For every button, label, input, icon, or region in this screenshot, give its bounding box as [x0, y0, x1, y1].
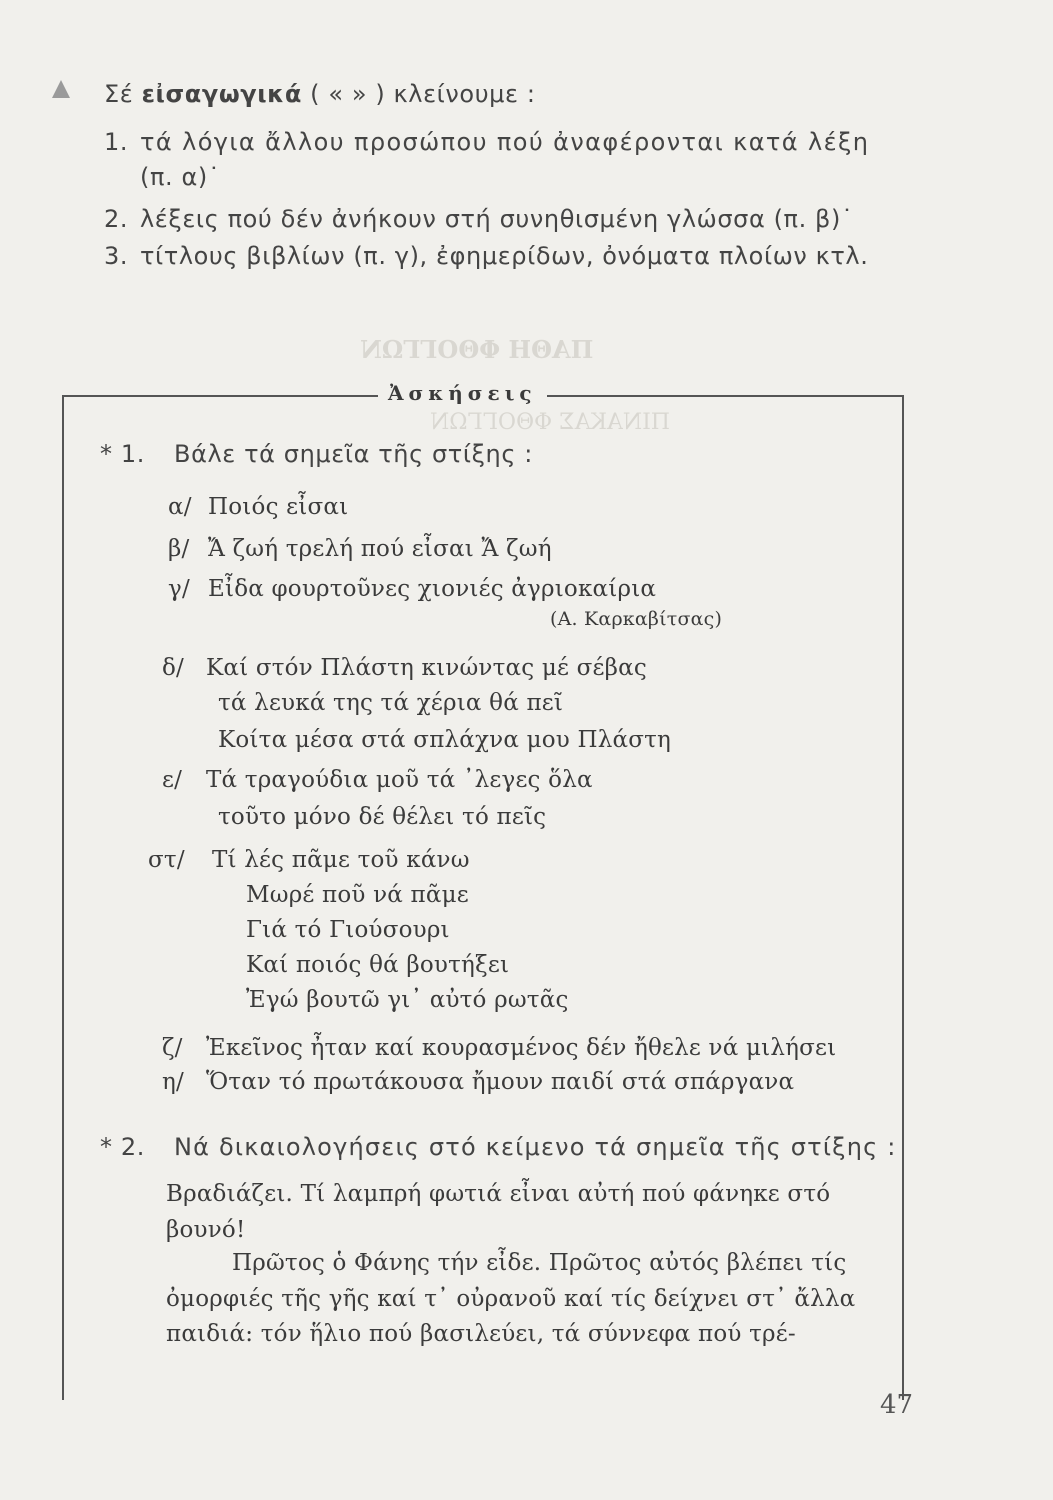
ex1-d-line-1: Καί στόν Πλάστη κινώντας μέ σέβας — [206, 655, 647, 681]
ex2-para-line-1: Βραδιάζει. Τί λαμπρή φωτιά εἶναι αὐτή πού φάνηκε στό — [166, 1181, 831, 1207]
intro-lead-plain: Σέ — [104, 80, 142, 108]
intro-item-1-text-cont: (π. α)˙ — [140, 163, 221, 191]
intro-lead-rest: ( « » ) κλείνουμε : — [301, 80, 536, 108]
intro-item-3-num: 3. — [104, 242, 129, 270]
intro-item-1-text: τά λόγια ἄλλου προσώπου πού ἀναφέρονται κατά λέξη — [140, 128, 870, 156]
ex1-st-line-4: Καί ποιός θά βουτήξει — [246, 952, 510, 978]
ex1-e-line-1: Τά τραγούδια μοῦ τά ᾽λεγες ὅλα — [206, 767, 593, 793]
ex1-h-text: Ὅταν τό πρωτάκουσα ἤμουν παιδί στά σπάργανα — [206, 1069, 795, 1095]
ex1-z-label: ζ/ — [162, 1035, 183, 1061]
bleed-through-text: ΠΙΝΑΚΑΣ ΦΘΟΓΓΩΝ — [430, 410, 671, 435]
intro-item-2-num: 2. — [104, 205, 129, 233]
ex2-para-line-4: ὀμορφιές τῆς γῆς καί τ᾽ οὐρανοῦ καί τίς δείχνει στ᾽ ἄλλα — [166, 1286, 856, 1312]
intro-lead-bold: εἰσαγωγικά — [141, 80, 302, 108]
ex1-c-label: γ/ — [168, 576, 190, 602]
ex1-e-line-2: τοῦτο μόνο δέ θέλει τό πεῖς — [218, 804, 547, 830]
ex1-st-line-1: Τί λές πᾶμε τοῦ κάνω — [212, 847, 470, 873]
ex1-st-line-3: Γιά τό Γιούσουρι — [246, 917, 450, 943]
ex1-c-text: Εἶδα φουρτοῦνες χιονιές ἀγριοκαίρια — [208, 576, 657, 602]
ex1-h-label: η/ — [162, 1069, 184, 1095]
intro-item-3-text: τίτλους βιβλίων (π. γ), ἐφημερίδων, ὀνόματα πλοίων κτλ. — [140, 242, 869, 270]
intro-item-1-num: 1. — [104, 128, 129, 156]
ex2-para-line-5: παιδιά: τόν ἥλιο πού βασιλεύει, τά σύννεφα πού τρέ- — [166, 1321, 796, 1347]
page-number: 47 — [880, 1390, 914, 1420]
intro-lead — [104, 80, 536, 108]
ex1-d-line-3: Κοίτα μέσα στά σπλάχνα μου Πλάστη — [218, 727, 672, 753]
ex1-st-line-2: Μωρέ ποῦ νά πᾶμε — [246, 882, 469, 908]
exercises-box-right — [902, 395, 904, 1400]
ex1-z-text: Ἐκεῖνος ἦταν καί κουρασμένος δέν ἤθελε νά μιλήσει — [206, 1035, 837, 1061]
triangle-bullet-icon — [52, 80, 70, 98]
bleed-through-text: ΠΑΘΗ ΦΘΟΓΓΩΝ — [360, 335, 594, 364]
ex1-b-text: Ἄ ζωή τρελή πού εἶσαι Ἄ ζωή — [208, 536, 552, 562]
ex1-b-label: β/ — [168, 536, 190, 562]
ex1-st-label: στ/ — [148, 847, 185, 873]
intro-item-2-text: λέξεις πού δέν ἀνήκουν στή συνηθισμένη γλώσσα (π. β)˙ — [140, 205, 854, 233]
ex1-a-text: Ποιός εἶσαι — [208, 494, 349, 520]
ex1-d-label: δ/ — [162, 655, 184, 681]
ex2-para-line-2: βουνό! — [166, 1217, 246, 1243]
ex1-a-label: α/ — [168, 494, 192, 520]
ex1-st-line-5: Ἐγώ βουτῶ γι᾽ αὐτό ρωτᾶς — [246, 987, 569, 1013]
ex2-para-line-3: Πρῶτος ὁ Φάνης τήν εἶδε. Πρῶτος αὐτός βλέπει τίς — [232, 1250, 847, 1276]
ex1-c-author: (Α. Καρκαβίτσας) — [550, 608, 723, 630]
ex1-instruction: Βάλε τά σημεῖα τῆς στίξης : — [174, 440, 533, 468]
ex1-e-label: ε/ — [162, 767, 183, 793]
ex1-label: * 1. — [100, 440, 145, 468]
ex1-d-line-2: τά λευκά της τά χέρια θά πεῖ — [218, 690, 564, 716]
ex2-instruction: Νά δικαιολογήσεις στό κείμενο τά σημεῖα τῆς στίξης : — [174, 1133, 897, 1161]
exercises-title: Ἀσκήσεις — [378, 381, 547, 405]
ex2-label: * 2. — [100, 1133, 145, 1161]
exercises-box-left — [62, 395, 64, 1400]
